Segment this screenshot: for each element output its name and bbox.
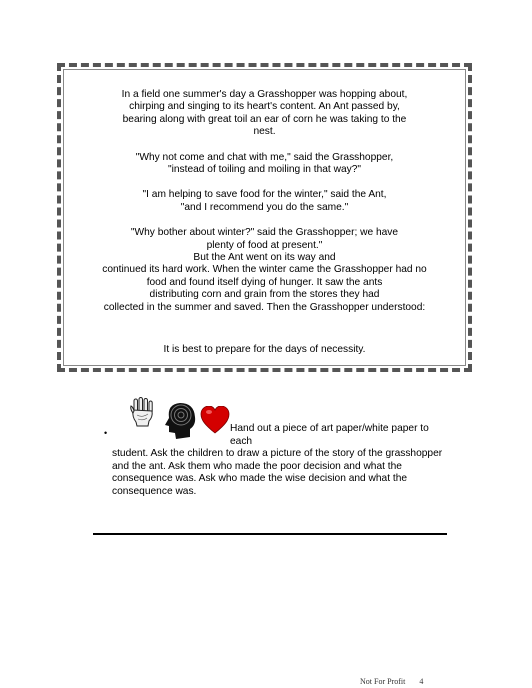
story-line: "and I recommend you do the same." xyxy=(180,201,349,213)
story-line: "Why not come and chat with me," said the Grasshopper, xyxy=(135,151,394,163)
activity-line: consequence was. xyxy=(112,485,197,497)
paragraph-1 xyxy=(68,89,461,139)
activity-line: and the ant. Ask them who made the poor decision and what the xyxy=(112,460,402,472)
story-line: "I am helping to save food for the winter," said the Ant, xyxy=(142,189,387,201)
story-line: nest. xyxy=(253,126,276,138)
story-line: food and found itself dying of hunger. It saw the ants xyxy=(146,276,383,288)
activity-line: Hand out a piece of art paper/white paper to each xyxy=(230,423,429,447)
moral-line: It is best to prepare for the days of necessity. xyxy=(163,344,366,356)
story-line: bearing along with great toil an ear of corn he was taking to the xyxy=(122,113,407,125)
activity-line: student. Ask the children to draw a picture of the story of the grasshopper xyxy=(112,448,443,459)
paragraph-2 xyxy=(68,152,461,177)
story-line: distributing corn and grain from the stores they had xyxy=(149,289,380,301)
story-line: collected in the summer and saved. Then the Grasshopper understood: xyxy=(103,301,426,313)
story-line: plenty of food at present." xyxy=(206,239,323,251)
story-line: "Why bother about winter?" said the Grasshopper; we have xyxy=(130,227,399,239)
story-line: But the Ant went on its way and xyxy=(193,252,336,264)
page-number: 4 xyxy=(419,677,424,686)
moral xyxy=(68,344,461,356)
paragraph-3 xyxy=(68,189,461,214)
paragraph-4 xyxy=(68,227,461,314)
bullet: • xyxy=(104,428,108,438)
page-footer xyxy=(360,677,423,686)
activity-line: consequence was. Ask who made the wise decision and what the xyxy=(112,473,408,484)
story-line: continued its hard work. When the winter came the Grasshopper had no xyxy=(102,264,427,276)
horizontal-rule xyxy=(93,533,447,535)
story-line: "instead of toiling and moiling in that way?" xyxy=(168,164,361,176)
activity-instructions xyxy=(104,423,452,498)
footer-label: Not For Profit xyxy=(360,677,406,686)
story-text xyxy=(68,89,461,357)
story-line: In a field one summer's day a Grasshopper was hopping about, xyxy=(121,89,408,100)
story-line: chirping and singing to its heart's content. An Ant passed by, xyxy=(129,101,400,113)
